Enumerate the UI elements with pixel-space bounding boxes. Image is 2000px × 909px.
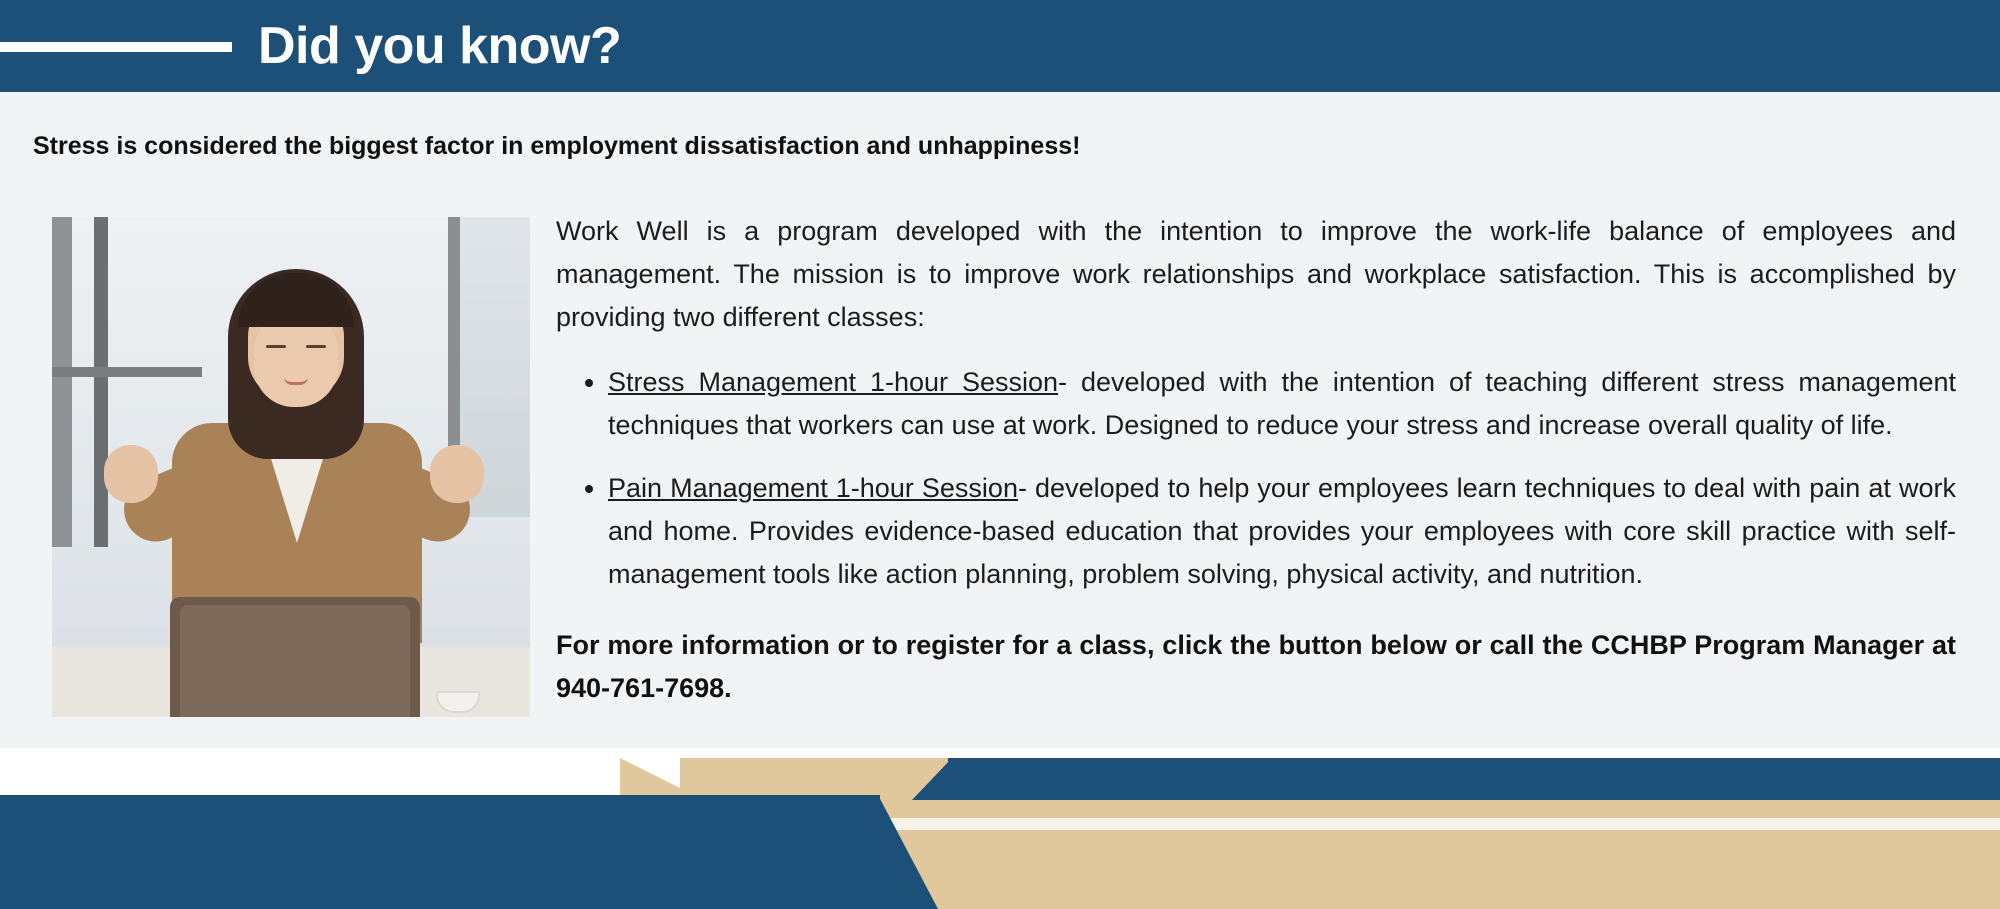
laptop bbox=[170, 597, 420, 717]
stress-management-description: - developed with the intention of teaching different stress management techniques that workers can use at work. Designed to reduce your stress and increase overall quality of life. bbox=[608, 367, 1956, 440]
footer-blue-block bbox=[0, 795, 880, 909]
headline-text: Stress is considered the biggest factor in employment dissatisfaction and unhappiness! bbox=[33, 132, 1081, 160]
page-title: Did you know? bbox=[258, 17, 622, 75]
person-eye-right bbox=[306, 345, 326, 348]
footer-cream-stripe bbox=[890, 818, 2000, 830]
closing-paragraph: For more information or to register for a class, click the button below or call the CCHBP Program Manager at 940-761-7698. bbox=[556, 630, 1956, 703]
person-eye-left bbox=[266, 345, 286, 348]
meditation-photo bbox=[52, 217, 530, 717]
person-hand-right bbox=[430, 445, 484, 503]
body-text-column bbox=[556, 210, 1956, 710]
person-hand-left bbox=[104, 445, 158, 503]
footer-blue-tab bbox=[948, 758, 2000, 800]
window-mullion-vertical bbox=[94, 217, 108, 547]
window-frame-left bbox=[52, 217, 72, 547]
content-panel bbox=[0, 92, 2000, 770]
pain-management-description: - developed to help your employees learn techniques to deal with pain at work and home. Provides evidence-based education that provides your employees with core skill practice with self-management tools like action planning, problem solving, physical activity, and nutrition. bbox=[608, 473, 1956, 589]
window-mullion-horizontal bbox=[52, 367, 202, 377]
list-item bbox=[608, 361, 1956, 447]
intro-paragraph: Work Well is a program developed with the intention to improve the work-life balance of employees and management. The mission is to improve work relationships and workplace satisfaction. This is accomplished by providing two different classes: bbox=[556, 216, 1956, 332]
laptop-screen bbox=[180, 605, 410, 717]
class-list bbox=[556, 361, 1956, 596]
header-banner bbox=[0, 0, 2000, 92]
list-item bbox=[608, 467, 1956, 596]
pain-management-link[interactable]: Pain Management 1-hour Session bbox=[608, 473, 1018, 503]
stress-management-link[interactable]: Stress Management 1-hour Session bbox=[608, 367, 1059, 397]
banner-rule-decoration bbox=[0, 42, 232, 52]
